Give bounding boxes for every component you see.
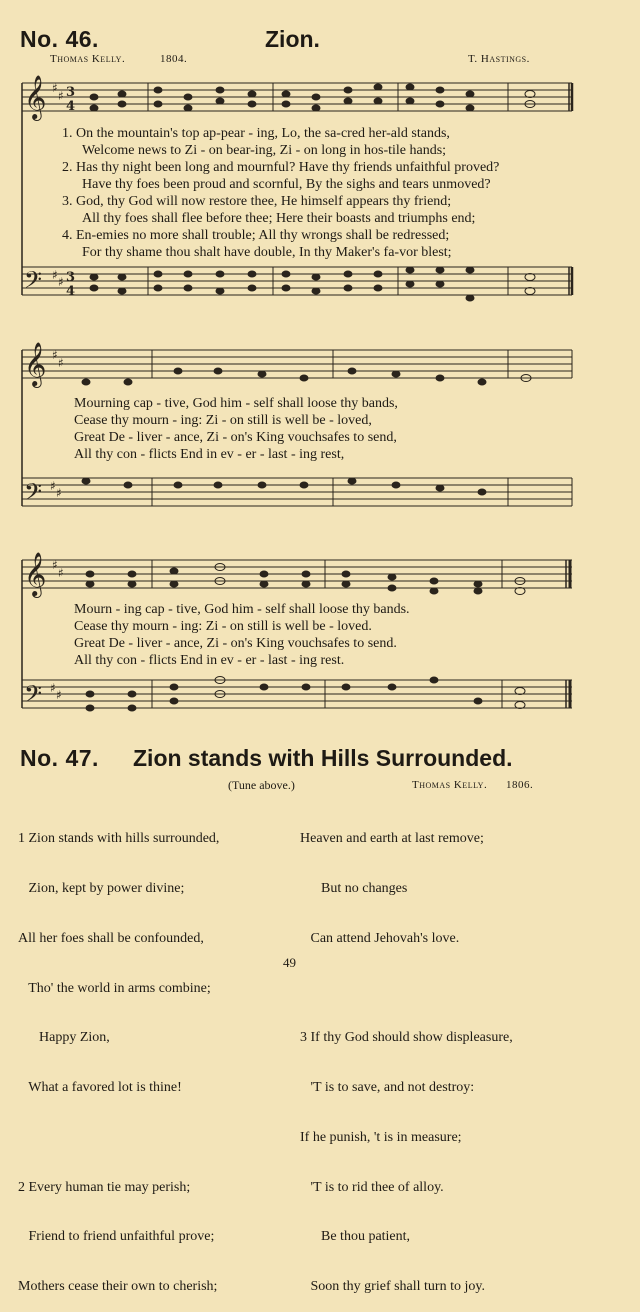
poem-line: Can attend Jehovah's love. — [300, 930, 460, 946]
staff-system-3-bass — [22, 680, 572, 708]
poem-line: 3 If thy God should show displeasure, — [300, 1030, 513, 1046]
refrain-1-line-3: Great De - liver - ance, Zi - on's King vouchsafes to send, — [74, 430, 397, 445]
poem-line: 'T is to rid thee of alloy. — [300, 1179, 444, 1195]
refrain-1-line-2: Cease thy mourn - ing: Zi - on still is well be - loved, — [74, 413, 372, 428]
time-signature-top: 3 — [66, 85, 76, 100]
hymn-46-tune-name: Zion. — [265, 26, 320, 52]
refrain-2-line-1: Mourn - ing cap - tive, God him - self shall loose thy bands. — [74, 602, 410, 617]
hymn-46-author: Thomas Kelly. — [50, 53, 126, 65]
hymn-46-number: No. 46. — [20, 26, 99, 52]
verse-3-line-1: 3. God, thy God will now restore thee, He himself appears thy friend; — [62, 194, 452, 209]
bass-clef-icon: 𝄢 — [24, 478, 43, 511]
verse-2-line-2: Have thy foes been proud and scornful, By the sighs and tears unmoved? — [82, 177, 491, 192]
sharp-icon: ♯ — [56, 486, 62, 500]
refrain-1-line-1: Mourning cap - tive, God him - self shall loose thy bands, — [74, 396, 398, 411]
sharp-icon: ♯ — [58, 566, 64, 580]
poem-line: But no changes — [300, 880, 408, 896]
sharp-icon: ♯ — [58, 275, 64, 289]
sharp-icon: ♯ — [52, 558, 58, 572]
treble-clef-icon: 𝄞 — [24, 75, 47, 119]
poem-line: Tho' the world in arms combine; — [18, 980, 211, 996]
poem-line: Zion, kept by power divine; — [18, 880, 185, 896]
sharp-icon: ♯ — [52, 268, 58, 282]
hymn-47-author: Thomas Kelly. — [412, 779, 488, 791]
poem-line: Mothers cease their own to cherish; — [18, 1279, 218, 1295]
staff-system-2-treble — [22, 350, 572, 378]
hymn-47-year: 1806. — [506, 779, 534, 791]
poem-line — [300, 981, 513, 998]
time-signature-bottom: 4 — [66, 284, 76, 299]
hymn-47-title: Zion stands with Hills Surrounded. — [133, 745, 513, 771]
staff-system-1-treble — [22, 83, 572, 111]
poem-line: Friend to friend unfaithful prove; — [18, 1229, 215, 1245]
verse-2-line-1: 2. Has thy night been long and mournful? Have thy friends unfaithful proved? — [62, 160, 500, 175]
staff-system-2-bass — [22, 478, 572, 506]
poem-line: Happy Zion, — [18, 1030, 110, 1046]
verse-4-line-1: 4. En-emies no more shall trouble; All thy wrongs shall be redressed; — [62, 228, 450, 243]
poem-line: All her foes shall be confounded, — [18, 930, 204, 946]
bass-clef-icon: 𝄢 — [24, 680, 43, 713]
verse-1-line-1: 1. On the mountain's top ap-pear - ing, Lo, the sa-cred her-ald stands, — [62, 126, 450, 141]
hymn-47-right-column — [300, 798, 513, 1312]
staff-system-1-bass — [22, 267, 572, 295]
poem-line: What a favored lot is thine! — [18, 1080, 182, 1096]
refrain-2-line-3: Great De - liver - ance, Zi - on's King vouchsafes to send. — [74, 636, 397, 651]
hymn-47-left-column — [18, 798, 219, 1312]
sharp-icon: ♯ — [58, 89, 64, 103]
hymn-46-year: 1804. — [160, 53, 188, 65]
treble-clef-icon: 𝄞 — [24, 552, 47, 596]
verse-1-line-2: Welcome news to Zi - on bear-ing, Zi - on long in hos-tile hands; — [82, 143, 447, 158]
sharp-icon: ♯ — [50, 479, 56, 493]
hymn-46-composer: T. Hastings. — [468, 53, 530, 65]
refrain-1-line-4: All thy con - flicts End in ev - er - last - ing rest, — [74, 447, 345, 462]
hymn-47-tune-note: (Tune above.) — [228, 778, 295, 792]
time-signature-top: 3 — [66, 270, 76, 285]
poem-line: Heaven and earth at last remove; — [300, 831, 484, 847]
refrain-2-line-4: All thy con - flicts End in ev - er - last - ing rest. — [74, 653, 345, 668]
poem-line: If he punish, 't is in measure; — [300, 1129, 462, 1145]
poem-line: 2 Every human tie may perish; — [18, 1179, 191, 1195]
refrain-2-line-2: Cease thy mourn - ing: Zi - on still is well be - loved. — [74, 619, 372, 634]
hymn-47-number: No. 47. — [20, 745, 99, 771]
sharp-icon: ♯ — [58, 356, 64, 370]
staff-system-3-treble — [22, 560, 572, 588]
sharp-icon: ♯ — [56, 688, 62, 702]
treble-clef-icon: 𝄞 — [24, 342, 47, 386]
verse-4-line-2: For thy shame thou shalt have double, In thy Maker's fa-vor blest; — [82, 245, 452, 260]
time-signature-bottom: 4 — [66, 99, 76, 114]
poem-line — [18, 1130, 219, 1147]
poem-line: Be thou patient, — [300, 1229, 411, 1245]
bass-clef-icon: 𝄢 — [24, 266, 43, 299]
poem-line: 1 Zion stands with hills surrounded, — [18, 831, 220, 847]
sharp-icon: ♯ — [50, 681, 56, 695]
sharp-icon: ♯ — [52, 81, 58, 95]
poem-line: Soon thy grief shall turn to joy. — [300, 1279, 485, 1295]
poem-line: 'T is to save, and not destroy: — [300, 1080, 475, 1096]
verse-3-line-2: All thy foes shall flee before thee; Here their boasts and triumphs end; — [82, 211, 476, 226]
sharp-icon: ♯ — [52, 348, 58, 362]
page-number: 49 — [283, 955, 296, 970]
